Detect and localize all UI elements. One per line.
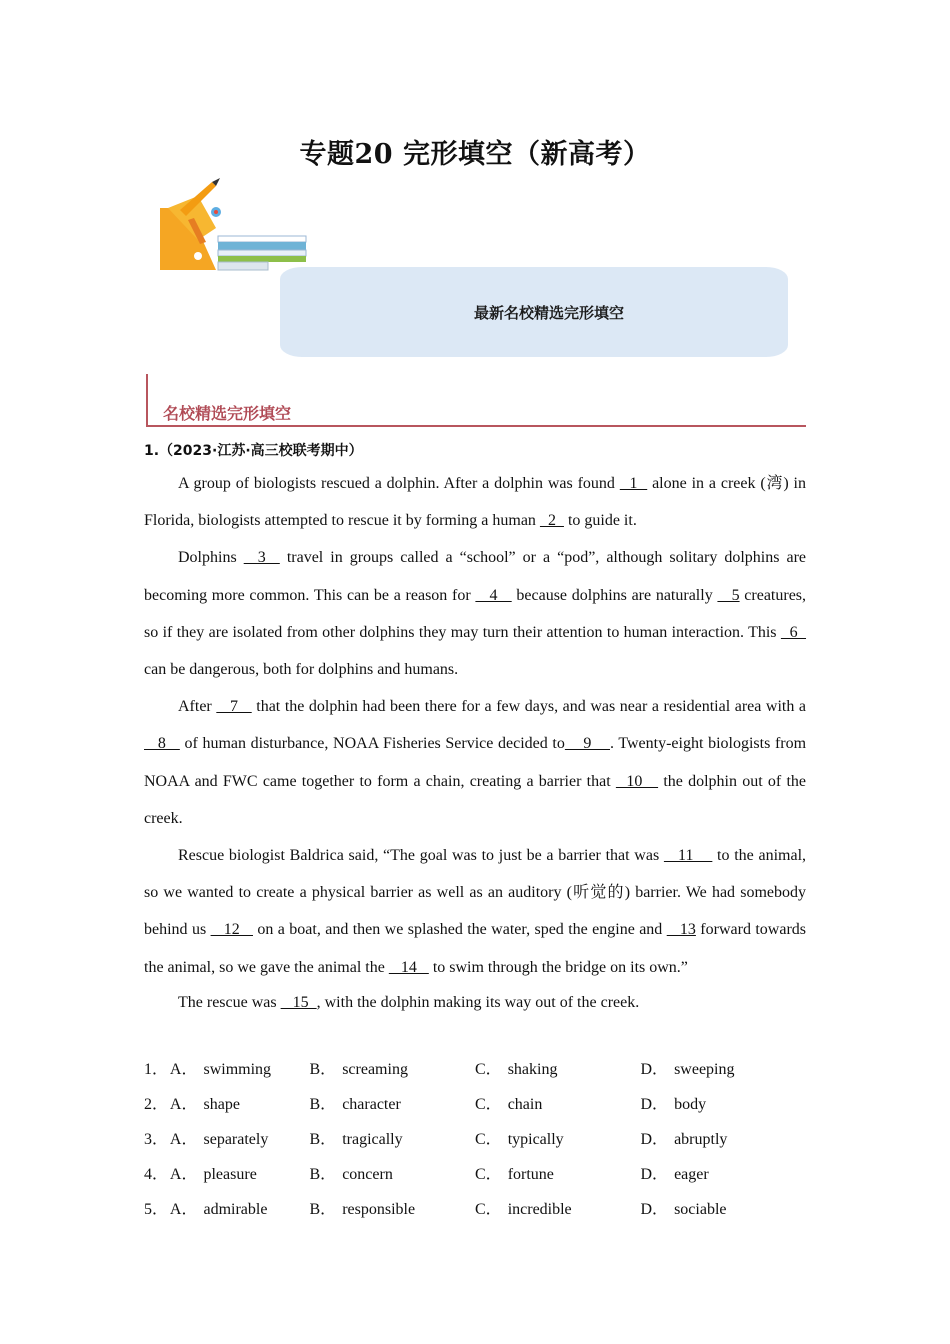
option-d[interactable]: D． sweeping — [640, 1061, 735, 1078]
option-c[interactable]: C． incredible — [475, 1201, 572, 1218]
option-c[interactable]: C． typically — [475, 1131, 564, 1148]
option-c[interactable]: C． fortune — [475, 1166, 554, 1183]
option-a[interactable]: A． swimming — [169, 1061, 272, 1078]
pencil-books-illustration — [158, 178, 308, 274]
blank-2: 2 — [539, 512, 564, 530]
blank-4: 4 — [475, 586, 512, 604]
option-b[interactable]: B． tragically — [309, 1131, 403, 1148]
section-divider — [146, 425, 806, 427]
passage-paragraph-3: After 7 that the dolphin had been there for a few days, and was near a residential area with a 8 of human disturbance, NOAA Fisheries Service decided to 9 . Twenty-eight biologists from NOAA and FWC came together to form a chain, creating a barrier that 10 the dolphin out of the creek. — [144, 698, 807, 827]
option-c[interactable]: C． chain — [475, 1096, 543, 1113]
option-d[interactable]: D． body — [640, 1096, 707, 1113]
blank-9: 9 — [564, 735, 610, 753]
blank-6: 6 — [780, 623, 807, 641]
option-row-1: 1． A． swimming B． screaming C． shaking D． sweeping — [144, 1050, 806, 1085]
option-a[interactable]: A． separately — [169, 1131, 269, 1148]
passage-paragraph-1: A group of biologists rescued a dolphin. After a dolphin was found 1 alone in a creek (湾) in Florida, biologists attempted to rescue it by forming a human 2 to guide it. — [144, 475, 807, 530]
passage-paragraph-5: The rescue was 15 , with the dolphin making its way out of the creek. — [178, 993, 640, 1011]
options-list — [144, 1050, 806, 1225]
option-d[interactable]: D． abruptly — [640, 1131, 728, 1148]
option-c[interactable]: C． shaking — [475, 1061, 558, 1078]
blank-10: 10 — [615, 772, 659, 790]
passage-paragraph-4: Rescue biologist Baldrica said, “The goal was to just be a barrier that was 11 to the animal, so we wanted to create a physical barrier as well as an auditory (听觉的) barrier. We had somebody behind us 12 on a boat, and then we splashed the water, sped the engine and 13 forward towards the animal, so we gave the animal the 14 to swim through the bridge on its own.” — [144, 847, 807, 976]
question-header: 1.（2023·江苏·高三校联考期中） — [144, 443, 363, 459]
banner-text: 最新名校精选完形填空 — [473, 303, 624, 322]
blank-5: 5 — [717, 586, 740, 604]
blank-15: 15 — [280, 993, 317, 1011]
blank-1: 1 — [619, 475, 648, 492]
blank-3: 3 — [243, 549, 280, 567]
blank-13: 13 — [666, 921, 696, 939]
option-row-5: 5． A． admirable B． responsible C． incredible D． sociable — [144, 1190, 806, 1225]
option-b[interactable]: B． concern — [309, 1166, 393, 1183]
option-row-2: 2． A． shape B． character C． chain D． body — [144, 1085, 806, 1120]
banner — [280, 267, 788, 357]
blank-8: 8 — [144, 735, 180, 753]
section-title: 名校精选完形填空 — [163, 404, 292, 423]
option-a[interactable]: A． admirable — [169, 1201, 268, 1218]
section-accent-bar — [146, 374, 148, 426]
option-b[interactable]: B． screaming — [309, 1061, 408, 1078]
option-a[interactable]: A． pleasure — [169, 1166, 257, 1183]
option-b[interactable]: B． character — [309, 1096, 401, 1113]
passage — [144, 465, 806, 1020]
option-b[interactable]: B． responsible — [309, 1201, 416, 1218]
blank-12: 12 — [210, 921, 253, 939]
passage-paragraph-2: Dolphins 3 travel in groups called a “school” or a “pod”, although solitary dolphins are becoming more common. This can be a reason for 4 because dolphins are naturally 5 creatures, so if they are isolated from other dolphins they may turn their attention to human interaction. This 6 can be dangerous, both for dolphins and humans. — [144, 549, 807, 679]
option-d[interactable]: D． sociable — [640, 1201, 727, 1218]
blank-11: 11 — [663, 847, 713, 865]
option-row-3: 3． A． separately B． tragically C． typically D． abruptly — [144, 1120, 806, 1155]
option-row-4: 4． A． pleasure B． concern C． fortune D． eager — [144, 1155, 806, 1190]
option-a[interactable]: A． shape — [169, 1096, 240, 1113]
option-d[interactable]: D． eager — [640, 1166, 709, 1183]
blank-7: 7 — [216, 698, 252, 716]
blank-14: 14 — [388, 958, 429, 976]
page-title: 专题20 完形填空（新高考） — [299, 139, 651, 170]
